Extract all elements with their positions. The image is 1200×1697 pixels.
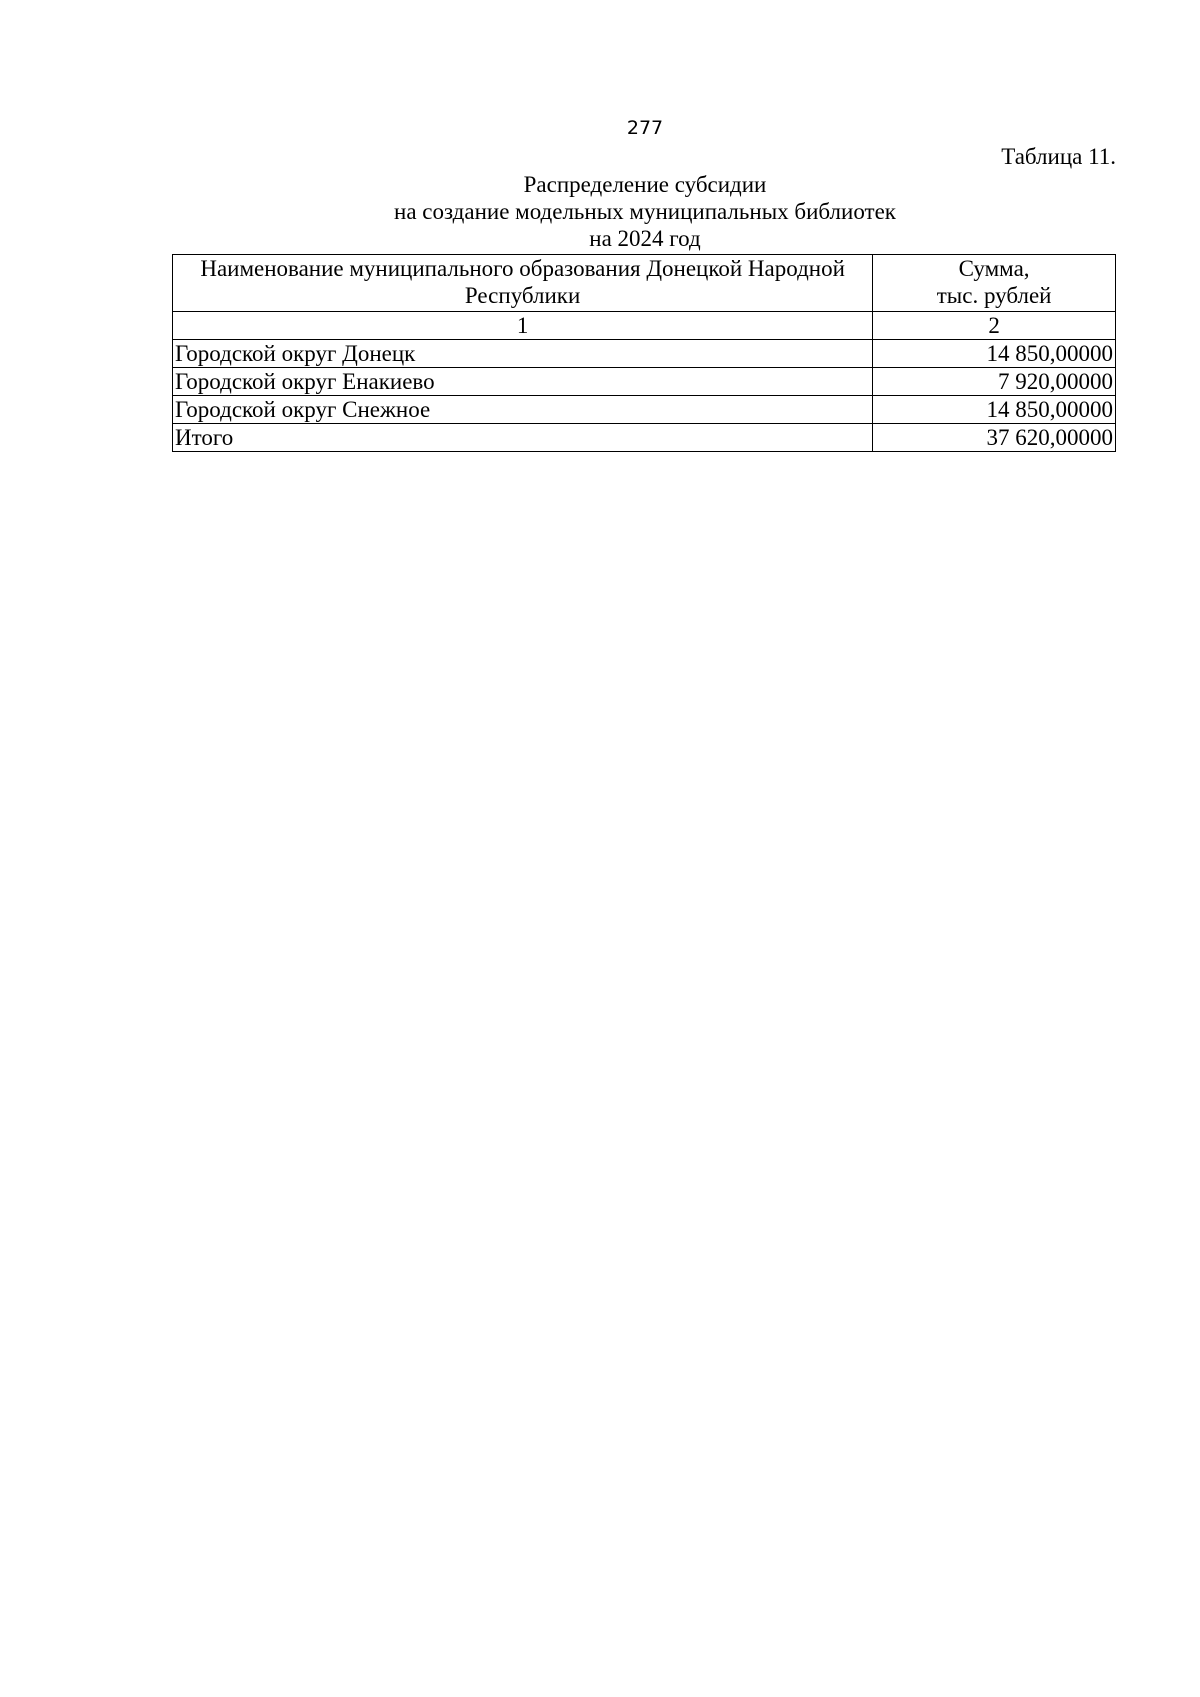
- header-sum-line-2: тыс. рублей: [936, 283, 1052, 308]
- document-title: [0, 171, 1200, 252]
- column-number: 2: [873, 312, 1116, 340]
- municipality-name: Городской округ Снежное: [173, 396, 873, 424]
- title-line-1: Распределение субсидии: [523, 172, 767, 197]
- header-municipality: Наименование муниципального образования Донецкой Народной Республики: [173, 255, 873, 312]
- header-sum-line-1: Сумма,: [958, 256, 1030, 281]
- total-label: Итого: [173, 424, 873, 452]
- table-header-row: [173, 255, 1116, 312]
- subsidy-sum: 14 850,00000: [873, 340, 1116, 368]
- table-row: [173, 368, 1116, 396]
- header-sum: [873, 255, 1116, 312]
- table-row: [173, 396, 1116, 424]
- subsidy-table: [172, 254, 1116, 452]
- title-line-3: на 2024 год: [589, 226, 701, 251]
- table-row: [173, 340, 1116, 368]
- column-number-row: [173, 312, 1116, 340]
- subsidy-sum: 7 920,00000: [873, 368, 1116, 396]
- municipality-name: Городской округ Донецк: [173, 340, 873, 368]
- municipality-name: Городской округ Енакиево: [173, 368, 873, 396]
- subsidy-sum: 14 850,00000: [873, 396, 1116, 424]
- total-row: [173, 424, 1116, 452]
- title-line-2: на создание модельных муниципальных библиотек: [394, 199, 896, 224]
- page-number: 277: [626, 117, 664, 139]
- total-sum: 37 620,00000: [873, 424, 1116, 452]
- column-number: 1: [173, 312, 873, 340]
- table-label: Таблица 11.: [1001, 144, 1116, 169]
